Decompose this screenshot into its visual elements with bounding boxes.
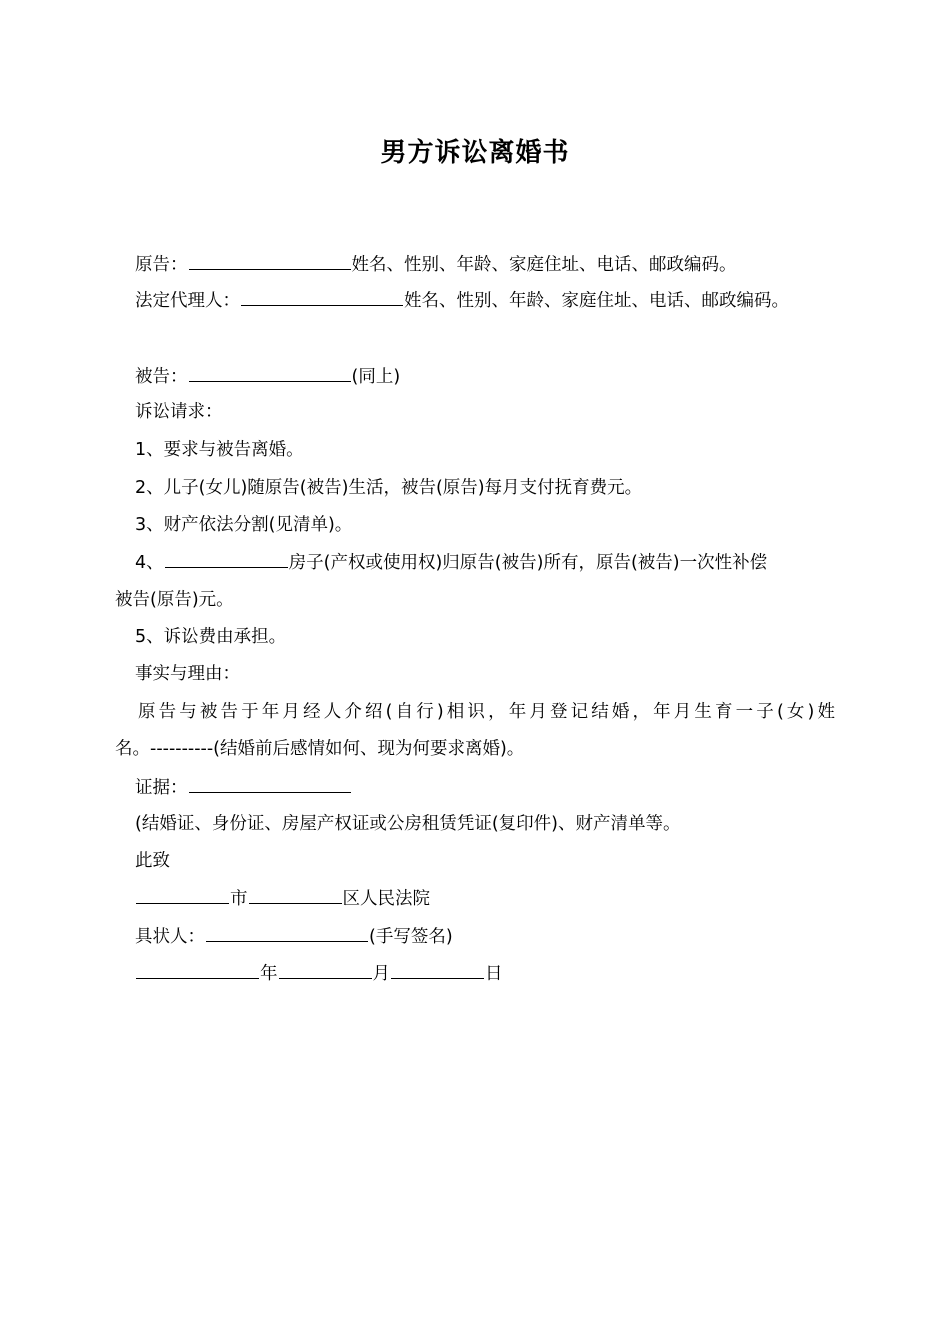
plaintiff-hint: 姓名、性别、年龄、家庭住址、电话、邮政编码。 bbox=[351, 255, 737, 275]
agent-blank[interactable] bbox=[241, 288, 403, 306]
plaintiff-blank[interactable] bbox=[189, 252, 351, 270]
year-blank[interactable] bbox=[136, 961, 259, 979]
evidence-label: 证据： bbox=[135, 778, 188, 798]
city-suffix: 市 bbox=[230, 889, 248, 909]
claims-heading: 诉讼请求： bbox=[135, 402, 223, 422]
city-blank[interactable] bbox=[136, 886, 229, 904]
claim-4-prefix: 4、 bbox=[135, 553, 164, 573]
defendant-line bbox=[135, 364, 400, 389]
court-line bbox=[135, 886, 430, 911]
month-label: 月 bbox=[372, 964, 390, 984]
date-line bbox=[135, 961, 503, 986]
district-blank[interactable] bbox=[249, 886, 342, 904]
month-blank[interactable] bbox=[279, 961, 372, 979]
day-label: 日 bbox=[485, 964, 503, 984]
claim-2: 2、儿子(女儿)随原告(被告)生活，被告(原告)每月支付抚育费元。 bbox=[135, 478, 643, 498]
claim-4-line1 bbox=[135, 550, 767, 575]
signer-blank[interactable] bbox=[206, 924, 368, 942]
claim-4-text: 房子(产权或使用权)归原告(被告)所有，原告(被告)一次性补偿 bbox=[288, 553, 768, 573]
evidence-blank[interactable] bbox=[189, 775, 351, 793]
document-title: 男方诉讼离婚书 bbox=[380, 138, 570, 168]
evidence-note: (结婚证、身份证、房屋产权证或公房租赁凭证(复印件)、财产清单等。 bbox=[135, 814, 681, 834]
facts-line-1: 原告与被告于年月经人介绍(自行)相识，年月登记结婚，年月生育一子(女)姓 bbox=[138, 702, 835, 722]
agent-hint: 姓名、性别、年龄、家庭住址、电话、邮政编码。 bbox=[404, 291, 789, 311]
defendant-hint: (同上) bbox=[351, 367, 401, 387]
defendant-blank[interactable] bbox=[189, 364, 351, 382]
claim-4-line2: 被告(原告)元。 bbox=[115, 590, 234, 610]
claim-5: 5、诉讼费由承担。 bbox=[135, 627, 287, 647]
signer-note: (手写签名) bbox=[369, 927, 453, 947]
claim-1: 1、要求与被告离婚。 bbox=[135, 440, 304, 460]
facts-line-2: 名。----------(结婚前后感情如何、现为何要求离婚)。 bbox=[115, 739, 525, 759]
defendant-label: 被告： bbox=[135, 367, 188, 387]
salutation: 此致 bbox=[135, 851, 170, 871]
day-blank[interactable] bbox=[391, 961, 484, 979]
evidence-line bbox=[135, 775, 352, 800]
agent-label: 法定代理人： bbox=[135, 291, 240, 311]
signer-line bbox=[135, 924, 453, 949]
plaintiff-line bbox=[135, 252, 737, 277]
plaintiff-label: 原告： bbox=[135, 255, 188, 275]
claim-3: 3、财产依法分割(见清单)。 bbox=[135, 515, 353, 535]
facts-heading: 事实与理由： bbox=[135, 664, 240, 684]
claim-4-blank[interactable] bbox=[165, 550, 288, 568]
year-label: 年 bbox=[260, 964, 278, 984]
district-suffix: 区人民法院 bbox=[342, 889, 430, 909]
agent-line bbox=[135, 288, 789, 313]
signer-label: 具状人： bbox=[135, 927, 205, 947]
